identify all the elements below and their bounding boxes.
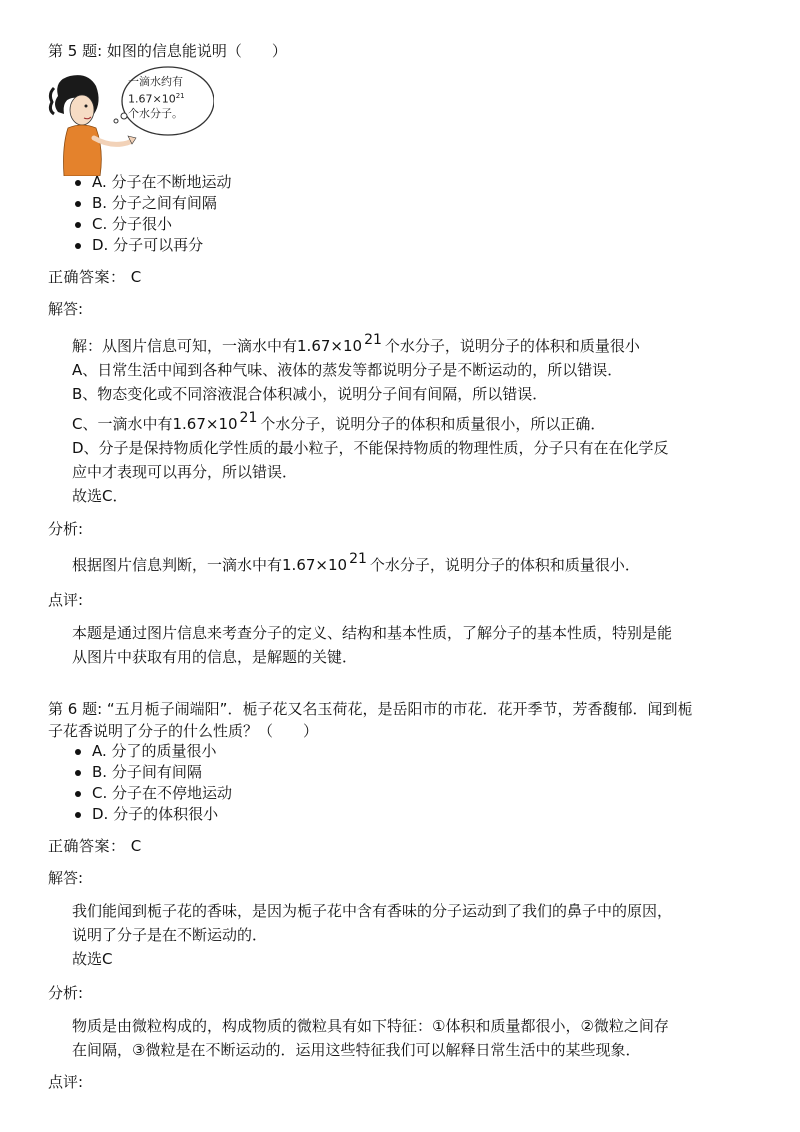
q5-solution-line: 应中才表现可以再分，所以错误．: [72, 463, 298, 481]
q6-answer: [48, 836, 142, 856]
q5-option-a: A. 分子在不断地运动: [48, 172, 232, 193]
q5-solution-line: [72, 334, 752, 358]
q5-analysis: [72, 553, 752, 577]
q5-solution-line: B、物态变化或不同溶液混合体积减小，说明分子间有间隔，所以错误．: [72, 385, 548, 403]
q6-solution-label: 解答:: [48, 869, 84, 887]
q5-option-c: C. 分子很小: [48, 214, 232, 235]
q6-title-line-2: 子花香说明了分子的什么性质？（ ）: [48, 722, 319, 740]
bubble-line-3: 个水分子。: [128, 106, 183, 120]
q6-solution: [72, 899, 752, 971]
q5-solution-text: 解：从图片信息可知，一滴水中有1.67×10: [72, 337, 363, 355]
q6-option-d: D. 分子的体积很小: [48, 804, 232, 825]
speech-bubble-text: [128, 75, 185, 121]
q5-comment-line: 从图片中获取有用的信息，是解题的关键．: [72, 648, 358, 666]
q6-option-a: A. 分了的质量很小: [48, 741, 232, 762]
q5-solution-exponent: 21: [364, 332, 382, 348]
q6-analysis-line: 在间隔，③微粒是在不断运动的．运用这些特征我们可以解释日常生活中的某些现象．: [72, 1041, 641, 1059]
q6-comment-label: 点评:: [48, 1073, 84, 1091]
q6-solution-line: 说明了分子是在不断运动的．: [72, 926, 268, 944]
q5-option-d: D. 分子可以再分: [48, 235, 232, 256]
q6-options: [48, 741, 232, 825]
q5-solution-line: A、日常生活中闻到各种气味、液体的蒸发等都说明分子是不断运动的，所以错误．: [72, 361, 623, 379]
q5-option-b: B. 分子之间有间隔: [48, 193, 232, 214]
bubble-number: 1.67×10: [128, 92, 176, 106]
q5-solution-line: D、分子是保持物质化学性质的最小粒子，不能保持物质的物理性质，分子只有在在化学反: [72, 439, 669, 457]
q5-options: [48, 172, 232, 256]
q6-title-line-1: 第 6 题: “五月栀子闹端阳”．栀子花又名玉荷花，是岳阳市的市花．花开季节，芳香馥郁．闻到栀: [48, 700, 693, 718]
q5-analysis-exponent: 21: [349, 551, 367, 567]
bubble-exponent: 21: [175, 92, 185, 100]
q5-solution-exponent: 21: [239, 410, 258, 426]
girl-speech-figure: [48, 66, 214, 176]
q6-answer-value: C: [130, 837, 142, 855]
q5-comment: [72, 621, 752, 669]
q6-option-c: C. 分子在不停地运动: [48, 783, 232, 804]
q6-analysis-line: 物质是由微粒构成的，构成物质的微粒具有如下特征：①体积和质量都很小，②微粒之间存: [72, 1017, 669, 1035]
q5-solution-line: 故选C．: [72, 487, 128, 505]
q5-solution: [72, 334, 752, 508]
q5-analysis-label: 分析:: [48, 520, 84, 538]
q5-analysis-line: [72, 553, 752, 577]
q5-solution-text: C、一滴水中有1.67×10: [72, 415, 238, 433]
q6-analysis-label: 分析:: [48, 984, 84, 1002]
q5-comment-line: 本题是通过图片信息来考查分子的定义、结构和基本性质，了解分子的基本性质，特别是能: [72, 624, 673, 642]
q5-answer: [48, 267, 142, 287]
q5-analysis-text: 个水分子，说明分子的体积和质量很小．: [369, 556, 640, 574]
q6-analysis: [72, 1014, 752, 1062]
q6-solution-line: 我们能闻到栀子花的香味，是因为栀子花中含有香味的分子运动到了我们的鼻子中的原因，: [72, 902, 673, 920]
q5-comment-label: 点评:: [48, 591, 84, 609]
q6-answer-label: 正确答案：: [48, 837, 126, 855]
q5-solution-line: [72, 412, 752, 436]
bubble-line-2: [128, 89, 185, 107]
q5-answer-label: 正确答案：: [48, 268, 126, 286]
bubble-line-1: 一滴水约有: [128, 75, 183, 88]
q5-solution-label: 解答:: [48, 300, 84, 318]
q6-solution-line: 故选C: [72, 950, 113, 968]
q6-option-b: B. 分子间有间隔: [48, 762, 232, 783]
q5-title: 第 5 题: 如图的信息能说明（ ）: [48, 42, 287, 60]
q5-solution-text: 个水分子，说明分子的体积和质量很小，所以正确．: [260, 415, 606, 433]
q5-analysis-text: 根据图片信息判断，一滴水中有1.67×10: [72, 556, 348, 574]
q5-solution-text: 个水分子，说明分子的体积和质量很小: [384, 337, 640, 355]
q6-title: [48, 698, 760, 742]
q5-answer-value: C: [130, 268, 142, 286]
